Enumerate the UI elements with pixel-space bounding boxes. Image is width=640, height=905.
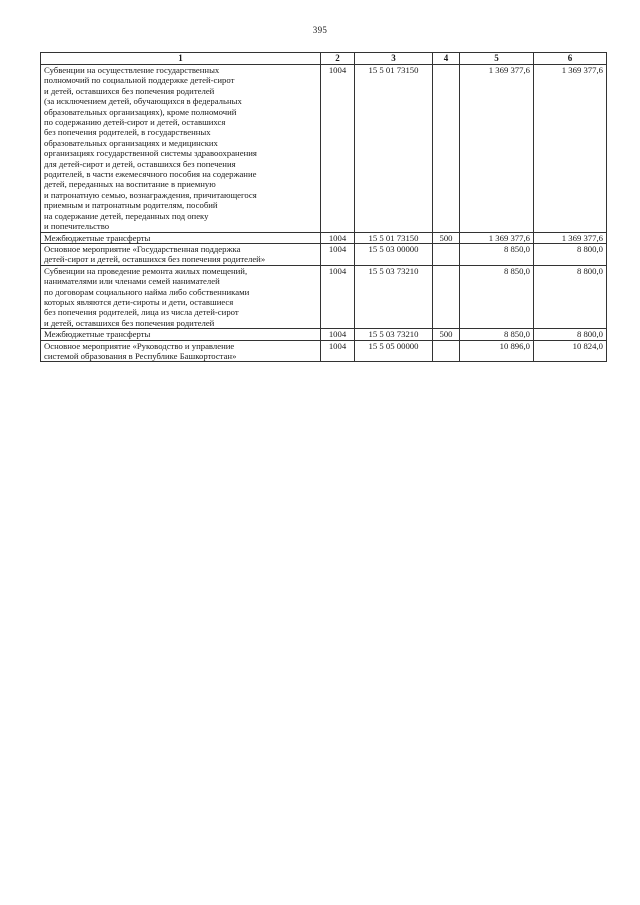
target-article-code: 15 5 05 00000 (355, 340, 433, 362)
amount-year-2: 1 369 377,6 (534, 65, 607, 233)
target-article-code: 15 5 01 73150 (355, 65, 433, 233)
column-header: 3 (355, 53, 433, 65)
expense-type-code (433, 340, 460, 362)
amount-year-2: 10 824,0 (534, 340, 607, 362)
section-code: 1004 (321, 265, 355, 328)
amount-year-2: 8 800,0 (534, 265, 607, 328)
amount-year-1: 8 850,0 (460, 329, 534, 340)
item-name: Межбюджетные трансферты (41, 232, 321, 243)
table-header-row (41, 53, 607, 65)
table-row (41, 329, 607, 340)
amount-year-1: 10 896,0 (460, 340, 534, 362)
section-code: 1004 (321, 329, 355, 340)
item-name: Основное мероприятие «Государственная поддержка детей-сирот и детей, оставшихся без попечения родителей» (41, 243, 321, 265)
target-article-code: 15 5 03 73210 (355, 265, 433, 328)
column-header: 5 (460, 53, 534, 65)
amount-year-2: 8 800,0 (534, 329, 607, 340)
section-code: 1004 (321, 232, 355, 243)
target-article-code: 15 5 01 73150 (355, 232, 433, 243)
page-number: 395 (312, 25, 328, 35)
table-row (41, 265, 607, 328)
amount-year-1: 8 850,0 (460, 243, 534, 265)
item-name: Субвенции на осуществление государственных полномочий по социальной поддержке детей-сирот и детей, оставшихся без попечения родителей (за исключением детей, обучающихся в федеральных образовательных организациях), кроме полномочий по содержанию детей-сирот и детей, оставшихся без попечения родителей, в государственных образовательных организациях и медицинских организациях государственной системы здравоохранения для детей-сирот и детей, оставшихся без попечения родителей, в части ежемесячного пособия на содержание детей, переданных на воспитание в приемную и патронатную семью, вознаграждения, причитающегося приемным и патронатным родителям, пособий на содержание детей, переданных под опеку и попечительство (41, 65, 321, 233)
target-article-code: 15 5 03 00000 (355, 243, 433, 265)
table-row (41, 65, 607, 233)
expense-type-code: 500 (433, 329, 460, 340)
section-code: 1004 (321, 340, 355, 362)
budget-table (40, 52, 607, 362)
expense-type-code (433, 265, 460, 328)
expense-type-code (433, 65, 460, 233)
section-code: 1004 (321, 65, 355, 233)
table-row (41, 232, 607, 243)
section-code: 1004 (321, 243, 355, 265)
amount-year-2: 8 800,0 (534, 243, 607, 265)
expense-type-code: 500 (433, 232, 460, 243)
table-row (41, 243, 607, 265)
column-header: 2 (321, 53, 355, 65)
expense-type-code (433, 243, 460, 265)
item-name: Субвенции на проведение ремонта жилых помещений, нанимателями или членами семей нанимателей по договорам социального найма либо собственниками которых являются дети-сироты и дети, оставшиеся без попечения родителей, лица из числа детей-сирот и детей, оставшихся без попечения родителей (41, 265, 321, 328)
target-article-code: 15 5 03 73210 (355, 329, 433, 340)
amount-year-2: 1 369 377,6 (534, 232, 607, 243)
amount-year-1: 8 850,0 (460, 265, 534, 328)
item-name: Межбюджетные трансферты (41, 329, 321, 340)
item-name: Основное мероприятие «Руководство и управление системой образования в Республике Башкортостан» (41, 340, 321, 362)
column-header: 6 (534, 53, 607, 65)
amount-year-1: 1 369 377,6 (460, 232, 534, 243)
amount-year-1: 1 369 377,6 (460, 65, 534, 233)
column-header: 1 (41, 53, 321, 65)
table-row (41, 340, 607, 362)
column-header: 4 (433, 53, 460, 65)
